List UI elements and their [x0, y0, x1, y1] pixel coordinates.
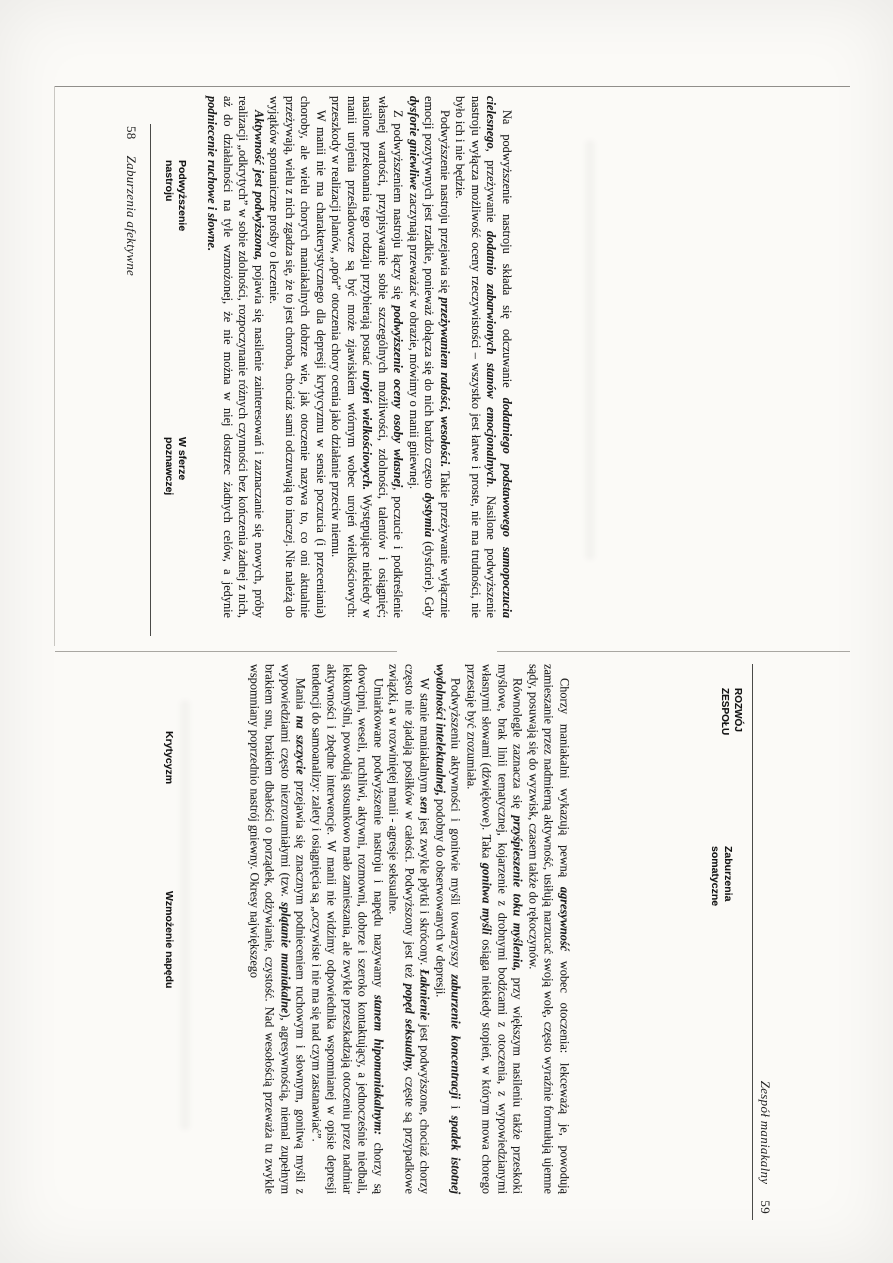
text-run: przejawia się znacznym podnieceniem ruchowym i słownym, gonitwą myśli z wypowiedziami często niezrozumiałymi (tzw. [278, 664, 308, 1194]
text-run: jest podwyższone, chociaż chorzy często nie zjadają posiłków w całości. Podwyższony jest też [402, 664, 432, 1194]
text-run: , przeżywanie [484, 148, 499, 232]
paragraph [246, 664, 308, 1194]
text-run: stanem hipomaniakalnym: [371, 994, 386, 1136]
margin-label-zaburzenia-somatyczne: Zaburzenia somatyczne [709, 846, 734, 907]
text-run: W stanie maniakalnym [418, 678, 432, 797]
text-run: Podwyższeniu aktywności i gonitwie myśli towarzyszy [449, 678, 463, 975]
text-run: . Nasilone podwyższenie nastroju wyłącza możliwość oceny rzeczywistości – wszystko jest łatwe i proste, nie ma trudności, nie było ich i nie będzie. [453, 96, 499, 619]
page-left-edge-line [54, 86, 55, 646]
text-run: Z podwyższeniem nastroju łączy się [391, 110, 406, 306]
header-rule-58 [150, 124, 151, 636]
text-run: popęd seksualny, [402, 983, 417, 1072]
text-run: Występujące niekiedy w manii urojenia prześladowcze są być może zjawiskiem wtórnym wobec urojeń wielkościowych: przeszkody w realizacji planów, „opór” otoczenia chory ocenia jako działanie przeciw niemu. [329, 96, 375, 618]
text-run: dysforie gniewliwe [407, 96, 421, 190]
text-run: Chorzy maniakalni wykazują pewną [557, 678, 572, 887]
text-run: Mania [294, 678, 308, 716]
text-run: dodatnio zabarwionych stanów emocjonalnych [484, 231, 499, 485]
paragraph [452, 96, 514, 618]
text-run: częste są przypadkowe związki, a w rozwiniętej manii - agresje seksualne. [387, 664, 417, 1194]
text-run: gonitwa myśli [480, 863, 494, 935]
text-run: zaczynają przeważać w obrazie, mówimy o manii gniewnej. [407, 189, 421, 490]
page-59-running-header [757, 664, 773, 1214]
margin-label-wzmozenie-napedu: Wzmożenie napędu [163, 891, 175, 989]
paragraph [406, 96, 453, 618]
text-run: spadek istotnej wydolności intelektualnej, [433, 664, 463, 1194]
page-number-58: 58 [124, 126, 139, 140]
text-run: W manii nie ma charakterystycznego dla depresji krytycyzmu w sensie poczucia (i przeceniania) choroby, ale wielu chorych maniakalnych dobrze wie, jak otoczenie nazywa to, co oni aktualnie przeżywają, wielu z nich zgadza się, że to jest choroba, chociaż sami odczuwają to inaczej. Nie należą do wyjątków spontaniczne prośby o leczenie. [267, 96, 328, 618]
text-run: splątanie maniakalne [278, 902, 293, 1014]
text-run: Na podwyższenie nastroju składa się odczuwanie [500, 110, 514, 398]
paragraph [386, 664, 433, 1194]
paragraph [432, 664, 463, 1194]
text-run: pojawia się nasilenie zainteresowań i zaznaczanie się nowych, próby realizacji „odkrytych” w sobie zdolności, rozpoczynanie różnych czynności bez kończenia żadnej z nich, aż do działalności na tyle wzmożonej, że nie można w niej dostrzec żadnych celów, a jedynie [221, 96, 266, 619]
text-run: osiąga niekiedy stopień, w którym mowa chorego przestaje być zrozumiała. [464, 664, 494, 1194]
text-run: podobny do obserwowanych w depresji. [433, 795, 448, 998]
text-run: (dysforie). Gdy [422, 537, 437, 618]
paragraph [463, 664, 525, 1194]
text-run: wobec otoczenia: lekceważą je, powodują zamieszanie przez nadmierną aktywność, usiłują narzucać swoją wolę, często wyraźnie formułują ujemne sądy, posuwają się do wyzwisk, czasem także do rękoczynów. [526, 664, 572, 1194]
margin-label-rozwoj-zespolu: ROZWÓJ ZESPOŁU [719, 688, 743, 736]
body-text-page-58 [204, 96, 514, 618]
page-top-edge-line [55, 86, 850, 87]
running-head-title-59: Zespół maniakalny [758, 1080, 773, 1185]
margin-label-podwyzszenie-nastroju: Podwyższenie nastroju [163, 160, 188, 232]
page-number-59: 59 [758, 1200, 773, 1214]
text-run: Takie przeżywanie wyłącznie emocji pozytywnych jest rzadkie, ponieważ dołącza się do nich bardzo często [422, 96, 452, 618]
text-run: ), agresywnością, niemal zupełnym brakiem snu, brakiem dbałości o porządek, odżywianie, czystość. Nad wesołością przeważa tu zwykle wspomniany poprzednio nastrój gniewny. Okresy największego [247, 664, 293, 1195]
text-run: dodatniego podstawowego samopoczucia cielesnego [484, 96, 514, 618]
text-run: agresywność [557, 886, 572, 952]
gutter-fold-line [55, 651, 397, 652]
paragraph [525, 664, 572, 1194]
text-run: przy większym nasileniu także przeskoki myślowe, brak linii tematycznej, kojarzenie z drobnymi bodźcami z otoczenia, z wypowiedzianymi własnymi słowami (dźwiękowe). Taka [480, 664, 525, 1194]
text-run: i [449, 1099, 463, 1116]
running-head-title-58: Zaburzenia afektywne [124, 155, 139, 277]
text-run: Łaknienie [418, 969, 432, 1021]
page-58-running-header [123, 126, 139, 641]
text-run: Aktywność jest podwyższona, [252, 110, 266, 261]
text-run: na szczycie [294, 715, 308, 775]
text-run: podniecenie ruchowe i słowne. [205, 96, 220, 252]
text-run: jest zwykle płytki i skrócony. [418, 813, 432, 970]
scan-bleedthrough [180, 700, 190, 1130]
text-run: dystymia [422, 492, 437, 538]
text-run: przeżywaniem radości, wesołości. [438, 297, 452, 468]
text-run: podwyższenie oceny osoby własnej [391, 305, 406, 488]
margin-label-w-sferze-poznawczej: W sferze poznawczej [163, 437, 188, 496]
margin-label-krytycyzm: Krytycyzm [163, 731, 175, 785]
text-run: , poczucie i podkreślenie własnej wartości, przypisywanie sobie szczególnych możliwości, zdolności, talentów i osiągnięć; nasilone przekonania tego rodzaju przybierają postać [360, 96, 406, 618]
gutter-fold-line [497, 651, 850, 652]
paragraph [266, 96, 328, 618]
paragraph [328, 96, 406, 618]
body-text-page-59 [246, 664, 572, 1194]
text-run: Umiarkowane podwyższenie nastroju i napędu nazywamy [371, 678, 386, 995]
text-run: zaburzenie koncentracji [449, 974, 463, 1100]
text-run: sen [418, 796, 432, 814]
text-run: przyśpieszenie toku myślenia, [511, 815, 525, 972]
header-rule-59 [752, 664, 753, 1220]
text-run: urojeń wielkościowych. [360, 370, 375, 491]
scan-bleedthrough [585, 140, 595, 560]
paragraph [204, 96, 266, 618]
text-run: chorzy są dowcipni, weseli, ruchliwi, aktywni, rozmowni, dobrze i szeroko kontaktujący, a jednocześnie niedbali, lekkomyślni, powodują stosunkowo mało zamieszania, ale zwykle przeszkadzają otoczeniu przez nadmiar aktywności i zbędne interwencje. W manii nie widzimy odpowiednika wspomnianej w opisie depresji tendencji do samoanalizy: zalety i osiągnięcia są „oczywiste i nie ma się nad czym zastanawiać”. [309, 664, 386, 1194]
text-run: Podwyższenie nastroju przejawia się [438, 110, 452, 298]
text-run: Równolegle zaznacza się [511, 678, 525, 816]
paragraph [308, 664, 386, 1194]
